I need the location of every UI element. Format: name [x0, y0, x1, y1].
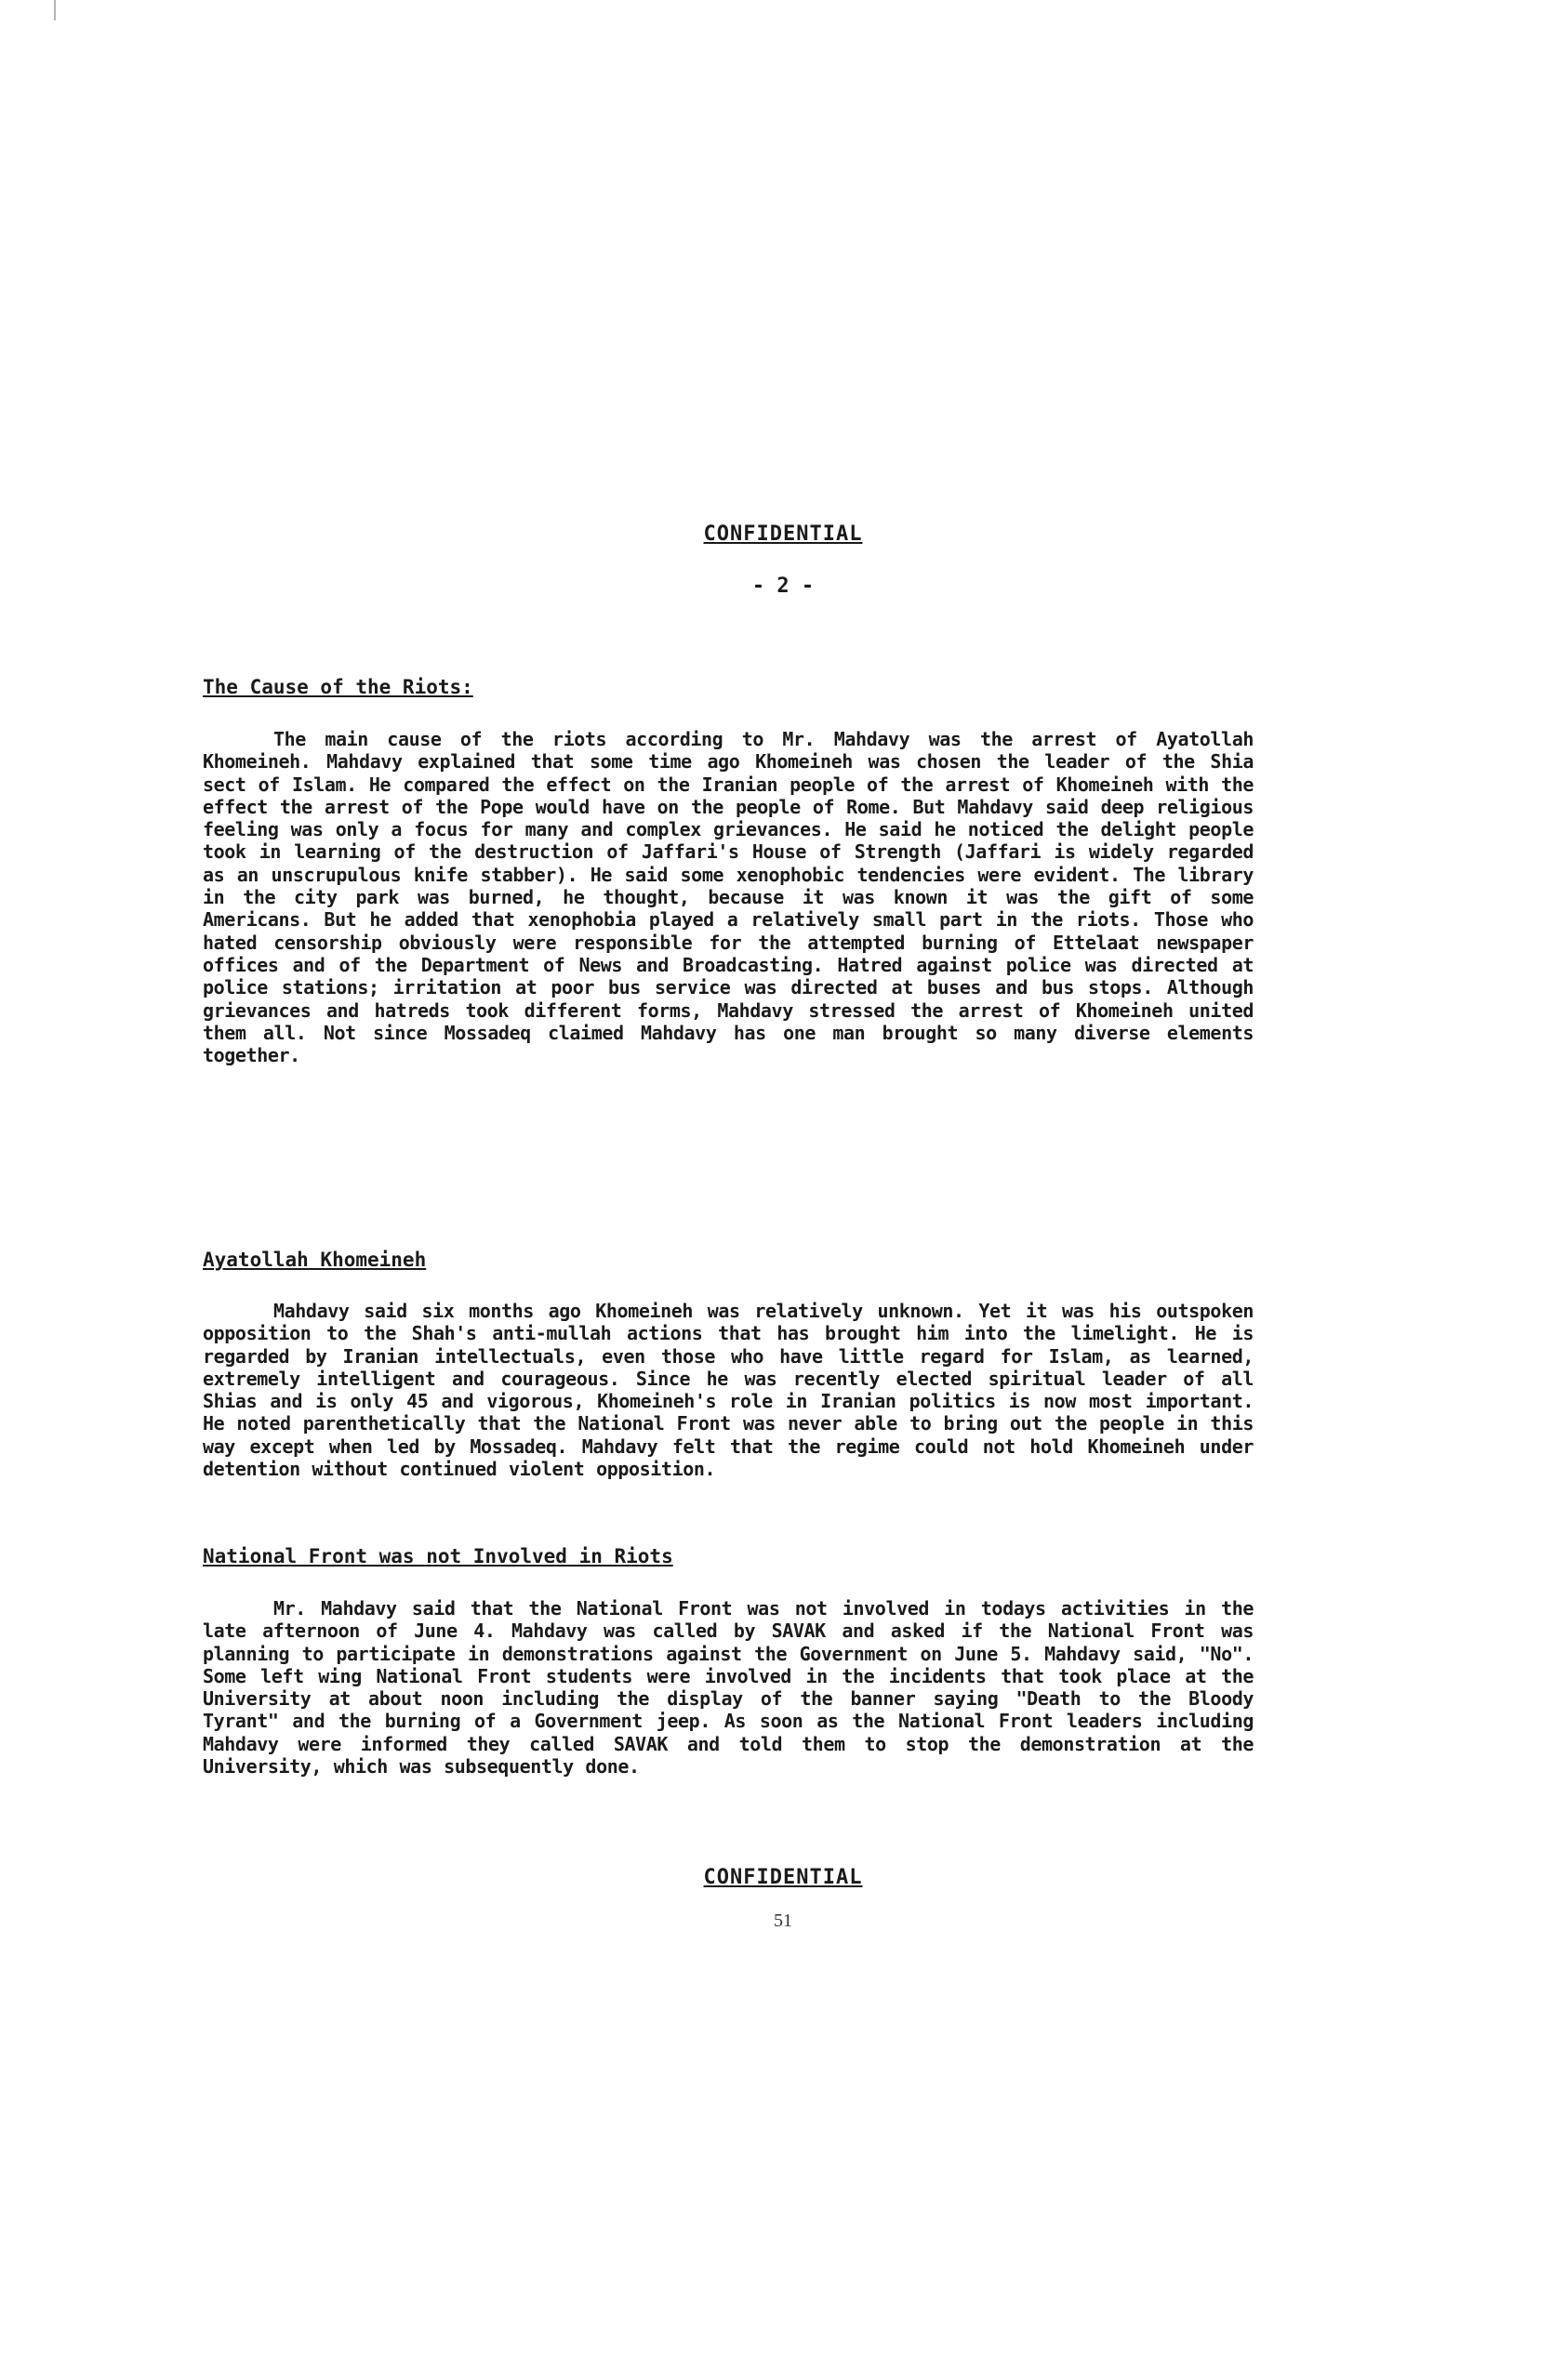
section-heading-cause-of-riots: The Cause of the Riots: [203, 676, 473, 698]
paragraph-national-front: Mr. Mahdavy said that the National Front was not involved in todays activities in the late afternoon of June 4. Mahdavy was called by SAVAK and asked if the National Front was planning to participate in demonstrations against the Government on June 5. Mahdavy said, "No". Some left wing National Front students were involved in the incidents that took place at the University at about noon including the display of the banner saying "Death to the Bloody Tyrant" and the burning of a Government jeep. As soon as the National Front leaders including Mahdavy were informed they called SAVAK and told them to stop the demonstration at the University, which was subsequently done. [203, 1597, 1254, 1778]
page-number: 51 [774, 1911, 792, 1931]
scan-edge-mark [54, 0, 56, 20]
section-heading-ayatollah-khomeineh: Ayatollah Khomeineh [203, 1249, 427, 1271]
footer-classification-marking: CONFIDENTIAL [703, 1866, 863, 1889]
paragraph-cause-of-riots: The main cause of the riots according to Mr. Mahdavy was the arrest of Ayatollah Khomeineh. Mahdavy explained that some time ago Khomeineh was chosen the leader of the Shia sect of Islam. He compared the effect on the Iranian people of the arrest of Khomeineh with the effect the arrest of the Pope would have on the people of Rome. But Mahdavy said deep religious feeling was only a focus for many and complex grievances. He said he noticed the delight people took in learning of the destruction of Jaffari's House of Strength (Jaffari is widely regarded as an unscrupulous knife stabber). He said some xenophobic tendencies were evident. The library in the city park was burned, he thought, because it was known it was the gift of some Americans. But he added that xenophobia played a relatively small part in the riots. Those who hated censorship obviously were responsible for the attempted burning of Ettelaat newspaper offices and of the Department of News and Broadcasting. Hatred against police was directed at police stations; irritation at poor bus service was directed at buses and bus stops. Although grievances and hatreds took different forms, Mahdavy stressed the arrest of Khomeineh united them all. Not since Mossadeq claimed Mahdavy has one man brought so many diverse elements together. [203, 728, 1254, 1067]
header-classification-marking: CONFIDENTIAL [703, 522, 863, 546]
section-heading-national-front: National Front was not Involved in Riots [203, 1545, 673, 1567]
paragraph-ayatollah-khomeineh: Mahdavy said six months ago Khomeineh was relatively unknown. Yet it was his outspoken opposition to the Shah's anti-mullah actions that has brought him into the limelight. He is regarded by Iranian intellectuals, even those who have little regard for Islam, as learned, extremely intelligent and courageous. Since he was recently elected spiritual leader of all Shias and is only 45 and vigorous, Khomeineh's role in Iranian politics is now most important. He noted parenthetically that the National Front was never able to bring out the people in this way except when led by Mossadeq. Mahdavy felt that the regime could not hold Khomeineh under detention without continued violent opposition. [203, 1300, 1254, 1481]
page-marker: - 2 - [751, 575, 815, 598]
